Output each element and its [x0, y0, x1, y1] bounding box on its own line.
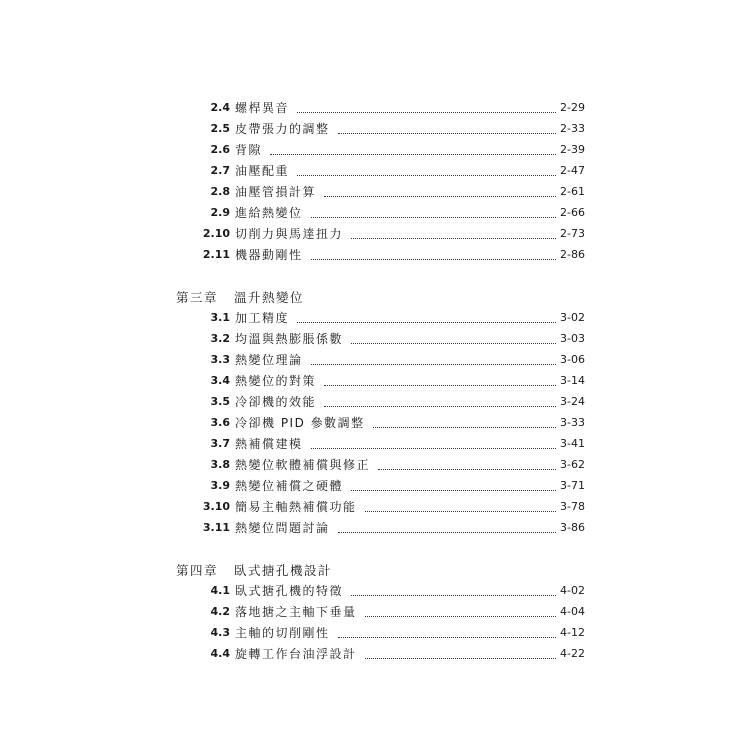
page-number: 3-14 [560, 374, 585, 387]
toc-entry [196, 203, 585, 223]
chapter-label: 第四章 [176, 563, 219, 578]
page-number: 2-29 [560, 101, 585, 114]
page-number: 3-33 [560, 416, 585, 429]
dot-leader [351, 237, 556, 239]
dot-leader [373, 426, 556, 428]
section-title: 簡易主軸熱補償功能 [235, 500, 357, 514]
dot-leader [378, 468, 556, 470]
page-number: 3-71 [560, 479, 585, 492]
section-number: 3.8 [210, 458, 230, 471]
page-number: 3-03 [560, 332, 585, 345]
section-number: 2.6 [210, 143, 230, 156]
toc-entry [196, 497, 585, 517]
section-title: 冷卻機的效能 [235, 395, 317, 409]
toc-entry [196, 455, 585, 475]
section-number: 2.7 [210, 164, 230, 177]
toc-entry [196, 245, 585, 265]
section-number: 3.11 [202, 521, 230, 534]
page-number: 3-62 [560, 458, 585, 471]
section-number: 3.6 [210, 416, 230, 429]
dot-leader [297, 174, 556, 176]
dot-leader [338, 132, 557, 134]
section-number: 2.5 [210, 122, 230, 135]
dot-leader [297, 111, 556, 113]
toc-entry [196, 140, 585, 160]
page-number: 4-12 [560, 626, 585, 639]
section-number: 3.1 [210, 311, 230, 324]
toc-entry [196, 98, 585, 118]
section-title: 冷卻機 PID 參數調整 [235, 416, 365, 430]
page-number: 3-02 [560, 311, 585, 324]
chapter-label: 第三章 [176, 290, 219, 305]
section-title: 熱變位補償之硬體 [235, 479, 344, 493]
dot-leader [365, 510, 557, 512]
section-title: 落地搪之主軸下垂量 [235, 605, 357, 619]
dot-leader [311, 216, 557, 218]
page-number: 4-02 [560, 584, 585, 597]
section-number: 2.11 [202, 248, 230, 261]
page-number: 2-33 [560, 122, 585, 135]
page-number: 3-86 [560, 521, 585, 534]
dot-leader [351, 594, 556, 596]
toc-entry [196, 644, 585, 664]
dot-leader [324, 405, 556, 407]
section-number: 2.10 [202, 227, 230, 240]
page-number: 3-41 [560, 437, 585, 450]
toc-entry [196, 182, 585, 202]
section-title: 油壓配重 [235, 164, 290, 178]
toc-entry [196, 161, 585, 181]
section-number: 4.1 [210, 584, 230, 597]
dot-leader [365, 657, 557, 659]
section-title: 臥式搪孔機的特徵 [235, 584, 344, 598]
chapter-heading [176, 560, 332, 580]
section-number: 4.2 [210, 605, 230, 618]
dot-leader [311, 258, 557, 260]
section-title: 皮帶張力的調整 [235, 122, 330, 136]
toc-entry [196, 581, 585, 601]
section-number: 3.3 [210, 353, 230, 366]
toc-entry [196, 434, 585, 454]
chapter-heading [176, 287, 304, 307]
section-number: 3.10 [202, 500, 230, 513]
toc-entry [196, 392, 585, 412]
section-title: 進給熱變位 [235, 206, 303, 220]
page-number: 2-47 [560, 164, 585, 177]
section-number: 3.9 [210, 479, 230, 492]
chapter-title: 臥式搪孔機設計 [234, 563, 333, 578]
toc-entry [196, 413, 585, 433]
dot-leader [351, 489, 556, 491]
section-title: 熱變位問題討論 [235, 521, 330, 535]
dot-leader [270, 153, 556, 155]
page-number: 3-24 [560, 395, 585, 408]
section-title: 螺桿異音 [235, 101, 290, 115]
section-title: 機器動剛性 [235, 248, 303, 262]
section-number: 4.4 [210, 647, 230, 660]
dot-leader [324, 195, 556, 197]
section-title: 熱變位軟體補償與修正 [235, 458, 371, 472]
toc-entry [196, 350, 585, 370]
toc-entry [196, 623, 585, 643]
toc-entry [196, 119, 585, 139]
section-number: 2.8 [210, 185, 230, 198]
dot-leader [365, 615, 557, 617]
section-title: 切削力與馬達扭力 [235, 227, 344, 241]
section-title: 熱補償建模 [235, 437, 303, 451]
section-title: 油壓管損計算 [235, 185, 317, 199]
page-number: 4-22 [560, 647, 585, 660]
section-title: 熱變位的對策 [235, 374, 317, 388]
toc-entry [196, 476, 585, 496]
dot-leader [338, 531, 557, 533]
toc-entry [196, 518, 585, 538]
section-number: 3.4 [210, 374, 230, 387]
section-number: 2.9 [210, 206, 230, 219]
section-title: 均溫與熱膨脹係數 [235, 332, 344, 346]
toc-entry [196, 308, 585, 328]
section-number: 3.7 [210, 437, 230, 450]
page-number: 3-06 [560, 353, 585, 366]
dot-leader [311, 447, 557, 449]
section-number: 4.3 [210, 626, 230, 639]
section-number: 3.2 [210, 332, 230, 345]
toc-entry [196, 224, 585, 244]
page-number: 2-61 [560, 185, 585, 198]
toc-entry [196, 602, 585, 622]
page-number: 2-73 [560, 227, 585, 240]
section-title: 背隙 [235, 143, 263, 157]
page-number: 2-86 [560, 248, 585, 261]
section-title: 旋轉工作台油浮設計 [235, 647, 357, 661]
page-number: 4-04 [560, 605, 585, 618]
page-number: 2-66 [560, 206, 585, 219]
toc-entry [196, 329, 585, 349]
page-number: 3-78 [560, 500, 585, 513]
page-number: 2-39 [560, 143, 585, 156]
dot-leader [351, 342, 556, 344]
section-number: 2.4 [210, 101, 230, 114]
dot-leader [311, 363, 557, 365]
section-title: 主軸的切削剛性 [235, 626, 330, 640]
dot-leader [324, 384, 556, 386]
section-number: 3.5 [210, 395, 230, 408]
dot-leader [297, 321, 556, 323]
dot-leader [338, 636, 557, 638]
section-title: 熱變位理論 [235, 353, 303, 367]
chapter-title: 溫升熱變位 [234, 290, 305, 305]
toc-entry [196, 371, 585, 391]
section-title: 加工精度 [235, 311, 290, 325]
